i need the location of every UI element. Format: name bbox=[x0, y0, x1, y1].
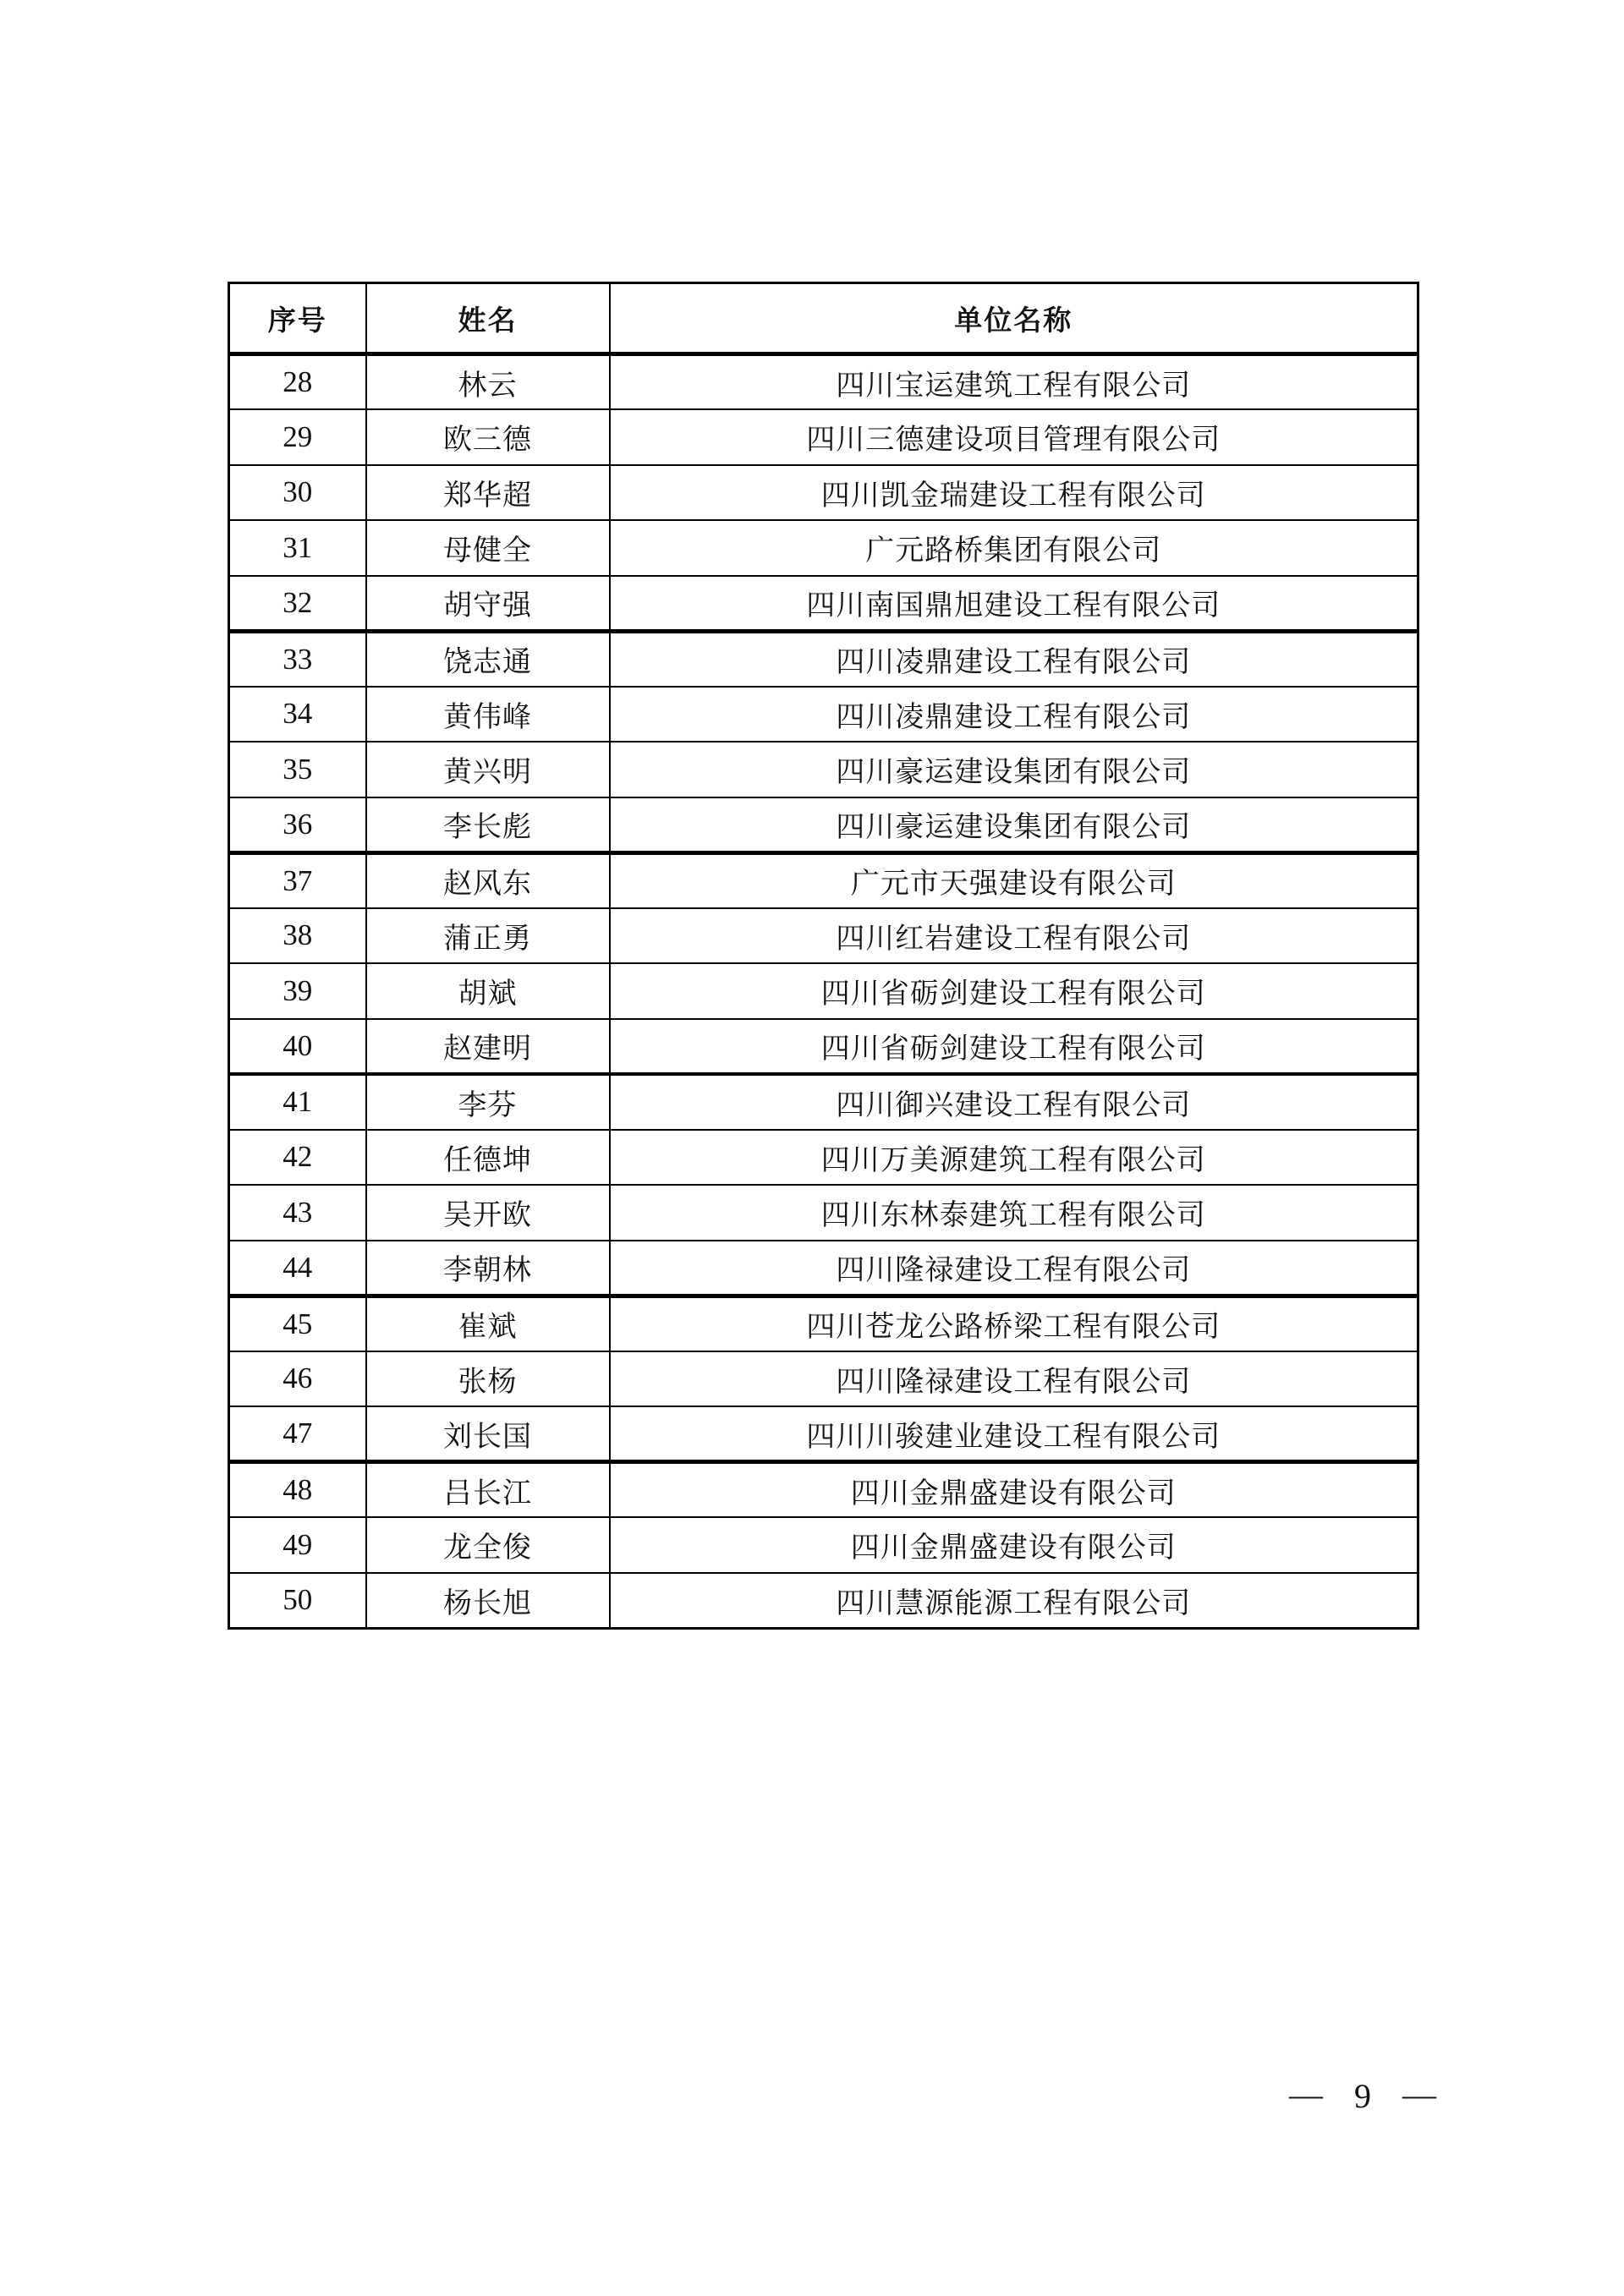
cell-name: 任德坤 bbox=[366, 1130, 610, 1186]
cell-company: 四川慧源能源工程有限公司 bbox=[610, 1573, 1418, 1629]
table-header bbox=[229, 283, 1418, 354]
cell-name: 龙全俊 bbox=[366, 1517, 610, 1573]
cell-name: 欧三德 bbox=[366, 409, 610, 465]
page-number: 9 bbox=[1354, 2076, 1371, 2115]
table-row bbox=[229, 1517, 1418, 1573]
cell-index: 44 bbox=[229, 1241, 366, 1296]
cell-index: 40 bbox=[229, 1019, 366, 1075]
table-row bbox=[229, 1573, 1418, 1629]
table-row bbox=[229, 631, 1418, 687]
column-header-index: 序号 bbox=[229, 283, 366, 354]
cell-name: 赵风东 bbox=[366, 852, 610, 908]
table-row bbox=[229, 409, 1418, 465]
cell-name: 李长彪 bbox=[366, 797, 610, 853]
cell-index: 39 bbox=[229, 963, 366, 1019]
cell-name: 吕长江 bbox=[366, 1462, 610, 1518]
cell-company: 四川川骏建业建设工程有限公司 bbox=[610, 1406, 1418, 1462]
table-row bbox=[229, 908, 1418, 964]
table-row bbox=[229, 576, 1418, 632]
table-row bbox=[229, 465, 1418, 521]
cell-name: 黄兴明 bbox=[366, 742, 610, 797]
cell-company: 四川南国鼎旭建设工程有限公司 bbox=[610, 576, 1418, 632]
cell-index: 32 bbox=[229, 576, 366, 632]
cell-company: 四川凯金瑞建设工程有限公司 bbox=[610, 465, 1418, 521]
cell-company: 四川省砺剑建设工程有限公司 bbox=[610, 1019, 1418, 1075]
table-row bbox=[229, 742, 1418, 797]
cell-name: 吴开欧 bbox=[366, 1185, 610, 1241]
footer-right-dash: — bbox=[1402, 2074, 1436, 2113]
cell-company: 四川三德建设项目管理有限公司 bbox=[610, 409, 1418, 465]
cell-company: 四川豪运建设集团有限公司 bbox=[610, 797, 1418, 853]
table-row bbox=[229, 963, 1418, 1019]
cell-company: 四川金鼎盛建设有限公司 bbox=[610, 1462, 1418, 1518]
cell-company: 四川金鼎盛建设有限公司 bbox=[610, 1517, 1418, 1573]
cell-index: 49 bbox=[229, 1517, 366, 1573]
cell-company: 四川东林泰建筑工程有限公司 bbox=[610, 1185, 1418, 1241]
cell-index: 35 bbox=[229, 742, 366, 797]
cell-company: 四川红岩建设工程有限公司 bbox=[610, 908, 1418, 964]
cell-company: 四川凌鼎建设工程有限公司 bbox=[610, 631, 1418, 687]
cell-company: 四川省砺剑建设工程有限公司 bbox=[610, 963, 1418, 1019]
column-header-name: 姓名 bbox=[366, 283, 610, 354]
cell-index: 37 bbox=[229, 852, 366, 908]
table-row bbox=[229, 1241, 1418, 1296]
cell-name: 郑华超 bbox=[366, 465, 610, 521]
footer-left-dash: — bbox=[1289, 2074, 1323, 2113]
table-row bbox=[229, 1185, 1418, 1241]
table-row bbox=[229, 687, 1418, 743]
column-header-company: 单位名称 bbox=[610, 283, 1418, 354]
cell-index: 33 bbox=[229, 631, 366, 687]
table-row bbox=[229, 1406, 1418, 1462]
cell-index: 50 bbox=[229, 1573, 366, 1629]
cell-company: 四川宝运建筑工程有限公司 bbox=[610, 354, 1418, 410]
table-body bbox=[229, 354, 1418, 1629]
cell-company: 四川豪运建设集团有限公司 bbox=[610, 742, 1418, 797]
cell-index: 29 bbox=[229, 409, 366, 465]
cell-name: 赵建明 bbox=[366, 1019, 610, 1075]
cell-name: 胡守强 bbox=[366, 576, 610, 632]
table-row bbox=[229, 1019, 1418, 1075]
cell-company: 广元市天强建设有限公司 bbox=[610, 852, 1418, 908]
cell-company: 四川苍龙公路桥梁工程有限公司 bbox=[610, 1296, 1418, 1351]
cell-company: 广元路桥集团有限公司 bbox=[610, 520, 1418, 576]
cell-name: 刘长国 bbox=[366, 1406, 610, 1462]
cell-name: 李芬 bbox=[366, 1074, 610, 1130]
cell-index: 36 bbox=[229, 797, 366, 853]
table-row bbox=[229, 1130, 1418, 1186]
table-row bbox=[229, 354, 1418, 410]
cell-company: 四川万美源建筑工程有限公司 bbox=[610, 1130, 1418, 1186]
cell-index: 28 bbox=[229, 354, 366, 410]
roster-table bbox=[228, 282, 1419, 1630]
cell-name: 蒲正勇 bbox=[366, 908, 610, 964]
cell-name: 黄伟峰 bbox=[366, 687, 610, 743]
table-row bbox=[229, 797, 1418, 853]
cell-name: 杨长旭 bbox=[366, 1573, 610, 1629]
table-row bbox=[229, 1296, 1418, 1351]
table-row bbox=[229, 1351, 1418, 1407]
cell-index: 47 bbox=[229, 1406, 366, 1462]
cell-company: 四川凌鼎建设工程有限公司 bbox=[610, 687, 1418, 743]
cell-name: 饶志通 bbox=[366, 631, 610, 687]
cell-index: 30 bbox=[229, 465, 366, 521]
cell-name: 李朝林 bbox=[366, 1241, 610, 1296]
cell-index: 48 bbox=[229, 1462, 366, 1518]
table-row bbox=[229, 1074, 1418, 1130]
cell-name: 胡斌 bbox=[366, 963, 610, 1019]
cell-index: 43 bbox=[229, 1185, 366, 1241]
cell-index: 34 bbox=[229, 687, 366, 743]
cell-index: 41 bbox=[229, 1074, 366, 1130]
cell-index: 45 bbox=[229, 1296, 366, 1351]
cell-name: 母健全 bbox=[366, 520, 610, 576]
table-row bbox=[229, 852, 1418, 908]
cell-index: 31 bbox=[229, 520, 366, 576]
table-row bbox=[229, 1462, 1418, 1518]
cell-name: 张杨 bbox=[366, 1351, 610, 1407]
cell-company: 四川隆禄建设工程有限公司 bbox=[610, 1351, 1418, 1407]
header-row bbox=[229, 283, 1418, 354]
cell-company: 四川御兴建设工程有限公司 bbox=[610, 1074, 1418, 1130]
cell-index: 38 bbox=[229, 908, 366, 964]
cell-company: 四川隆禄建设工程有限公司 bbox=[610, 1241, 1418, 1296]
cell-index: 42 bbox=[229, 1130, 366, 1186]
cell-name: 崔斌 bbox=[366, 1296, 610, 1351]
table-row bbox=[229, 520, 1418, 576]
cell-index: 46 bbox=[229, 1351, 366, 1407]
cell-name: 林云 bbox=[366, 354, 610, 410]
page-footer bbox=[1289, 2072, 1436, 2119]
